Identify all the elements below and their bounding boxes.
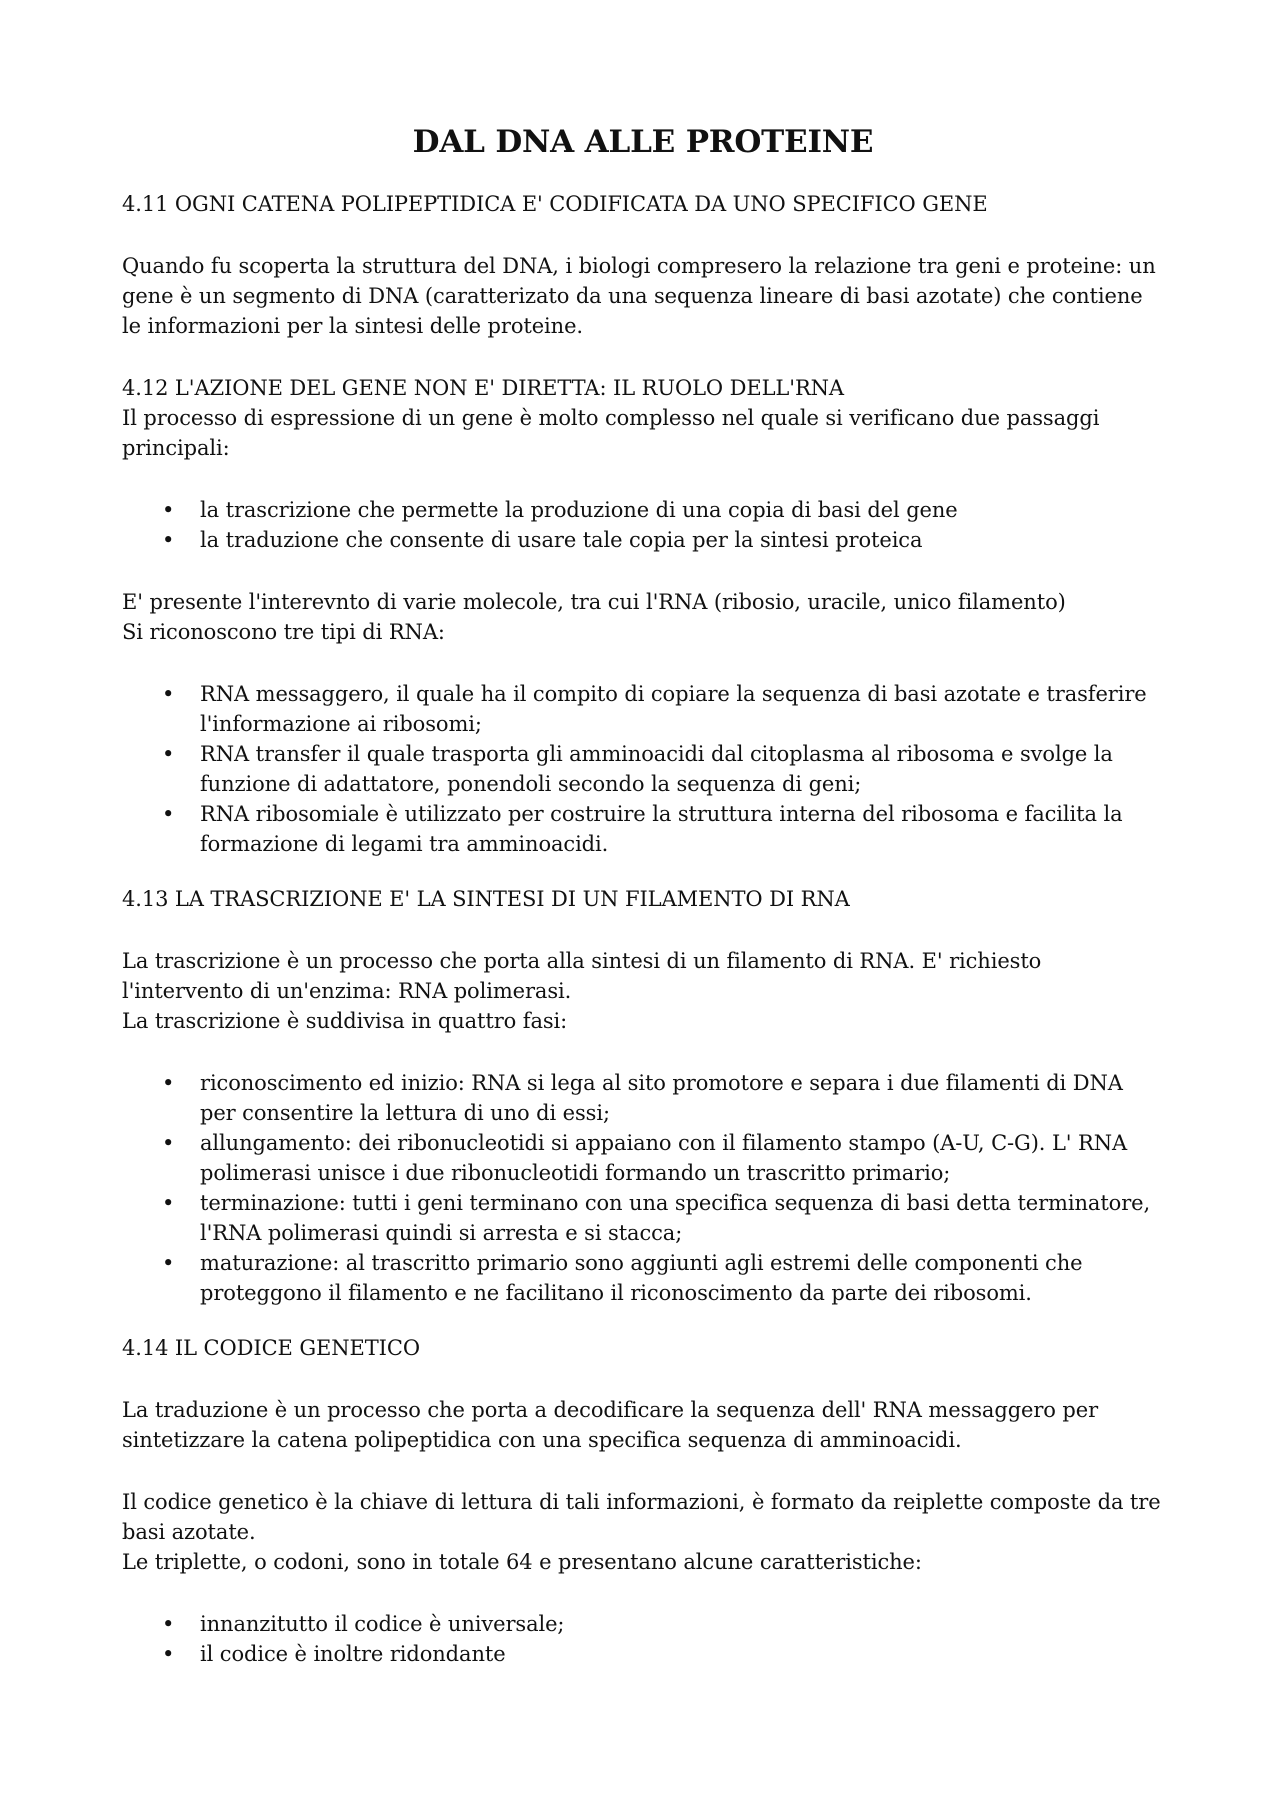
list-item-text: RNA messaggero, il quale ha il compito di copiare la sequenza di basi azotate e trasferire l'informazione ai ribosomi; bbox=[200, 682, 1147, 737]
bullet-icon: • bbox=[162, 802, 175, 827]
list-item bbox=[162, 1248, 1164, 1308]
bullet-icon: • bbox=[162, 742, 175, 767]
list-item-text: RNA transfer il quale trasporta gli amminoacidi dal citoplasma al ribosoma e svolge la funzione di adattatore, ponendoli secondo la sequenza di geni; bbox=[200, 742, 1113, 797]
bullet-icon: • bbox=[162, 528, 175, 553]
list-item-text: allungamento: dei ribonucleotidi si appaiano con il filamento stampo (A-U, C-G). L' RNA polimerasi unisce i due ribonucleotidi formando un trascritto primario; bbox=[200, 1131, 1128, 1186]
list-item-text: la traduzione che consente di usare tale copia per la sintesi proteica bbox=[200, 528, 923, 553]
list-4-12-steps bbox=[122, 495, 1164, 555]
bullet-icon: • bbox=[162, 1642, 175, 1667]
paragraph-4-14-2: Il codice genetico è la chiave di lettura di tali informazioni, è formato da reiplette composte da tre basi azotate. bbox=[122, 1490, 1161, 1545]
bullet-icon: • bbox=[162, 498, 175, 523]
bullet-icon: • bbox=[162, 1612, 175, 1637]
list-4-14-properties bbox=[122, 1609, 1164, 1669]
paragraph-4-12-2: E' presente l'interevnto di varie molecole, tra cui l'RNA (ribosio, uracile, unico filamento) bbox=[122, 590, 1066, 615]
list-item bbox=[162, 1639, 1164, 1669]
bullet-icon: • bbox=[162, 1131, 175, 1156]
list-item bbox=[162, 739, 1164, 799]
section-heading-4-12: 4.12 L'AZIONE DEL GENE NON E' DIRETTA: IL RUOLO DELL'RNA bbox=[122, 376, 844, 401]
list-item bbox=[162, 1128, 1164, 1188]
list-item-text: maturazione: al trascritto primario sono aggiunti agli estremi delle componenti che proteggono il filamento e ne facilitano il riconoscimento da parte dei ribosomi. bbox=[200, 1251, 1083, 1306]
list-item-text: RNA ribosomiale è utilizzato per costruire la struttura interna del ribosoma e facilita la formazione di legami tra amminoacidi. bbox=[200, 802, 1123, 857]
bullet-icon: • bbox=[162, 682, 175, 707]
paragraph-4-14-3: Le triplette, o codoni, sono in totale 64 e presentano alcune caratteristiche: bbox=[122, 1550, 922, 1575]
list-item bbox=[162, 495, 1164, 525]
section-heading-4-14: 4.14 IL CODICE GENETICO bbox=[122, 1336, 420, 1361]
paragraph-4-13-1: La trascrizione è un processo che porta alla sintesi di un filamento di RNA. E' richiesto l'intervento di un'enzima: RNA polimerasi. bbox=[122, 949, 1042, 1004]
bullet-icon: • bbox=[162, 1191, 175, 1216]
paragraph-4-14-1: La traduzione è un processo che porta a decodificare la sequenza dell' RNA messaggero per sintetizzare la catena polipeptidica con una specifica sequenza di amminoacidi. bbox=[122, 1398, 1099, 1453]
section-heading-4-11: 4.11 OGNI CATENA POLIPEPTIDICA E' CODIFICATA DA UNO SPECIFICO GENE bbox=[122, 192, 988, 217]
list-4-13-phases bbox=[122, 1068, 1164, 1308]
list-item bbox=[162, 679, 1164, 739]
page-title: DAL DNA ALLE PROTEINE bbox=[412, 124, 874, 160]
paragraph-4-11-1: Quando fu scoperta la struttura del DNA, i biologi compresero la relazione tra geni e proteine: un gene è un segmento di DNA (caratterizato da una sequenza lineare di basi azotate) che contiene le informazioni per la sintesi delle proteine. bbox=[122, 254, 1156, 339]
section-heading-4-13: 4.13 LA TRASCRIZIONE E' LA SINTESI DI UN FILAMENTO DI RNA bbox=[122, 887, 850, 912]
list-item bbox=[162, 1188, 1164, 1248]
list-item bbox=[162, 1068, 1164, 1128]
list-item bbox=[162, 1609, 1164, 1639]
list-item-text: il codice è inoltre ridondante bbox=[200, 1642, 506, 1667]
bullet-icon: • bbox=[162, 1251, 175, 1276]
paragraph-4-12-1: Il processo di espressione di un gene è molto complesso nel quale si verificano due passaggi principali: bbox=[122, 406, 1100, 461]
paragraph-4-13-2: La trascrizione è suddivisa in quattro fasi: bbox=[122, 1009, 568, 1034]
list-item-text: innanzitutto il codice è universale; bbox=[200, 1612, 565, 1637]
list-item bbox=[162, 799, 1164, 859]
list-item-text: terminazione: tutti i geni terminano con una specifica sequenza di basi detta terminatore, l'RNA polimerasi quindi si arresta e si stacca; bbox=[200, 1191, 1151, 1246]
bullet-icon: • bbox=[162, 1071, 175, 1096]
list-item-text: riconoscimento ed inizio: RNA si lega al sito promotore e separa i due filamenti di DNA per consentire la lettura di uno di essi; bbox=[200, 1071, 1123, 1126]
list-4-12-rna-types bbox=[122, 679, 1164, 859]
paragraph-4-12-3: Si riconoscono tre tipi di RNA: bbox=[122, 620, 445, 645]
list-item-text: la trascrizione che permette la produzione di una copia di basi del gene bbox=[200, 498, 958, 523]
list-item bbox=[162, 525, 1164, 555]
